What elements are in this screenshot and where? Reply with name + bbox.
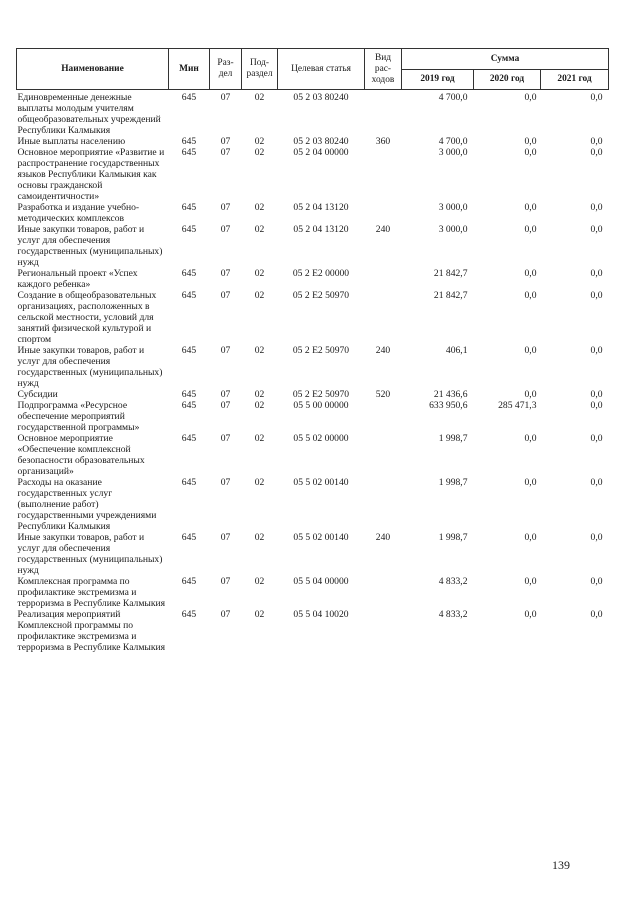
cell-min: 645 [181, 136, 197, 147]
cell-vid [365, 290, 402, 345]
cell-2021: 0,0 [590, 433, 603, 444]
cell-podrazdel: 02 [254, 477, 265, 488]
cell-2021: 0,0 [590, 477, 603, 488]
cell-2019: 4 700,0 [438, 92, 468, 103]
table-row [17, 576, 609, 609]
cell-razdel: 07 [220, 433, 231, 444]
cell-min: 645 [181, 92, 197, 103]
cell-celevaya: 05 5 04 00000 [293, 576, 349, 587]
cell-2020: 0,0 [524, 290, 537, 301]
cell-2019: 3 000,0 [438, 224, 468, 235]
cell-min: 645 [181, 532, 197, 543]
header-celevaya: Целевая статья [278, 49, 365, 90]
table-row [17, 345, 609, 389]
cell-razdel: 07 [220, 147, 231, 158]
cell-celevaya: 05 2 03 80240 [293, 136, 349, 147]
cell-celevaya: 05 2 04 00000 [293, 147, 349, 158]
cell-celevaya: 05 5 04 10020 [293, 609, 349, 620]
cell-razdel: 07 [220, 224, 231, 235]
table-row [17, 147, 609, 202]
cell-2019: 3 000,0 [438, 202, 468, 213]
cell-2021: 0,0 [590, 389, 603, 400]
cell-vid: 520 [375, 389, 391, 400]
cell-2020: 0,0 [524, 147, 537, 158]
table-row [17, 136, 609, 147]
cell-min: 645 [181, 147, 197, 158]
cell-min: 645 [181, 268, 197, 279]
cell-name: Разработка и издание учебно-методических комплексов [17, 202, 140, 224]
cell-podrazdel: 02 [254, 389, 265, 400]
cell-vid [365, 609, 402, 653]
cell-vid [365, 400, 402, 433]
cell-2020: 0,0 [524, 136, 537, 147]
cell-2021: 0,0 [590, 136, 603, 147]
cell-name: Основное мероприятие «Развитие и распространение государственных языков Республики Калмыкия как основы гражданской самоидентичности» [17, 147, 165, 202]
header-podrazdel: Под-раздел [242, 49, 278, 90]
cell-celevaya: 05 2 03 80240 [293, 92, 349, 103]
cell-name: Единовременные денежные выплаты молодым учителям общеобразовательных учреждений Республики Калмыкия [17, 92, 161, 136]
cell-name: Основное мероприятие «Обеспечение комплексной безопасности образовательных организаций» [17, 433, 145, 477]
cell-min: 645 [181, 224, 197, 235]
cell-2020: 0,0 [524, 532, 537, 543]
cell-vid [365, 147, 402, 202]
header-year-2021: 2021 год [541, 70, 609, 90]
cell-2021: 0,0 [590, 576, 603, 587]
cell-podrazdel: 02 [254, 290, 265, 301]
cell-2020: 0,0 [524, 202, 537, 213]
cell-razdel: 07 [220, 345, 231, 356]
cell-celevaya: 05 2 E2 50970 [292, 290, 350, 301]
cell-2020: 0,0 [524, 389, 537, 400]
cell-2019: 3 000,0 [438, 147, 468, 158]
cell-podrazdel: 02 [254, 202, 265, 213]
cell-vid [365, 433, 402, 477]
cell-name: Субсидии [17, 389, 58, 400]
cell-podrazdel: 02 [254, 224, 265, 235]
table-row [17, 477, 609, 532]
header-name: Наименование [17, 49, 169, 90]
cell-2020: 0,0 [524, 433, 537, 444]
table-row [17, 90, 609, 137]
cell-vid [365, 202, 402, 224]
table-row [17, 290, 609, 345]
cell-2020: 0,0 [524, 92, 537, 103]
cell-2020: 0,0 [524, 268, 537, 279]
cell-podrazdel: 02 [254, 147, 265, 158]
cell-2019: 21 842,7 [433, 268, 468, 279]
cell-name: Иные закупки товаров, работ и услуг для обеспечения государственных (муниципальных) нужд [17, 224, 163, 268]
cell-2019: 633 950,6 [429, 400, 468, 411]
table-row [17, 202, 609, 224]
cell-name: Реализация мероприятий Комплексной программы по профилактике экстремизма и терроризма в Республике Калмыкия [17, 609, 166, 653]
cell-min: 645 [181, 576, 197, 587]
budget-table [16, 48, 609, 653]
cell-celevaya: 05 2 E2 50970 [292, 389, 350, 400]
cell-2019: 4 833,2 [438, 576, 468, 587]
cell-2019: 406,1 [445, 345, 468, 356]
cell-vid: 240 [375, 224, 391, 235]
cell-razdel: 07 [220, 532, 231, 543]
table-row [17, 268, 609, 290]
cell-vid: 240 [375, 532, 391, 543]
cell-podrazdel: 02 [254, 92, 265, 103]
cell-2021: 0,0 [590, 345, 603, 356]
table-row [17, 532, 609, 576]
cell-min: 645 [181, 433, 197, 444]
cell-2019: 21 436,6 [433, 389, 468, 400]
cell-razdel: 07 [220, 609, 231, 620]
cell-celevaya: 05 2 E2 00000 [292, 268, 350, 279]
cell-razdel: 07 [220, 576, 231, 587]
cell-2021: 0,0 [590, 290, 603, 301]
header-year-2019: 2019 год [402, 70, 474, 90]
cell-podrazdel: 02 [254, 345, 265, 356]
cell-2021: 0,0 [590, 202, 603, 213]
cell-min: 645 [181, 290, 197, 301]
cell-celevaya: 05 2 04 13120 [293, 224, 349, 235]
cell-vid [365, 90, 402, 137]
cell-celevaya: 05 5 02 00140 [293, 532, 349, 543]
cell-name: Региональный проект «Успех каждого ребенка» [17, 268, 138, 290]
cell-name: Комплексная программа по профилактике экстремизма и терроризма в Республике Калмыкия [17, 576, 166, 609]
cell-name: Иные выплаты населению [17, 136, 126, 147]
cell-name: Подпрограмма «Ресурсное обеспечение мероприятий государственной программы» [17, 400, 140, 433]
cell-vid: 360 [375, 136, 391, 147]
cell-podrazdel: 02 [254, 532, 265, 543]
cell-podrazdel: 02 [254, 576, 265, 587]
cell-celevaya: 05 5 02 00140 [293, 477, 349, 488]
cell-2020: 0,0 [524, 224, 537, 235]
cell-2021: 0,0 [590, 268, 603, 279]
cell-name: Расходы на оказание государственных услуг (выполнение работ) государственными учреждениями Республики Калмыкия [17, 477, 157, 532]
cell-min: 645 [181, 202, 197, 213]
table-row [17, 433, 609, 477]
cell-min: 645 [181, 345, 197, 356]
header-razdel: Раз-дел [210, 49, 242, 90]
cell-celevaya: 05 5 00 00000 [293, 400, 349, 411]
cell-podrazdel: 02 [254, 268, 265, 279]
cell-podrazdel: 02 [254, 609, 265, 620]
header-min: Мин [169, 49, 210, 90]
header-summa: Сумма [402, 49, 609, 70]
cell-2019: 1 998,7 [438, 532, 468, 543]
cell-name: Создание в общеобразовательных организациях, расположенных в сельской местности, условий для занятий физической культурой и спортом [17, 290, 157, 345]
cell-2021: 0,0 [590, 147, 603, 158]
cell-celevaya: 05 2 04 13120 [293, 202, 349, 213]
table-row [17, 400, 609, 433]
table-row [17, 609, 609, 653]
cell-2021: 0,0 [590, 609, 603, 620]
cell-2020: 0,0 [524, 345, 537, 356]
cell-2019: 21 842,7 [433, 290, 468, 301]
cell-razdel: 07 [220, 389, 231, 400]
table-header [17, 49, 609, 90]
cell-2020: 0,0 [524, 609, 537, 620]
table-body [17, 90, 609, 654]
cell-name: Иные закупки товаров, работ и услуг для обеспечения государственных (муниципальных) нужд [17, 532, 163, 576]
cell-2021: 0,0 [590, 532, 603, 543]
table-row [17, 389, 609, 400]
cell-2021: 0,0 [590, 400, 603, 411]
cell-razdel: 07 [220, 202, 231, 213]
cell-vid [365, 477, 402, 532]
cell-celevaya: 05 5 02 00000 [293, 433, 349, 444]
cell-2020: 285 471,3 [498, 400, 537, 411]
cell-podrazdel: 02 [254, 136, 265, 147]
cell-razdel: 07 [220, 477, 231, 488]
cell-razdel: 07 [220, 268, 231, 279]
cell-2021: 0,0 [590, 224, 603, 235]
table-row [17, 224, 609, 268]
cell-vid [365, 268, 402, 290]
cell-2019: 4 833,2 [438, 609, 468, 620]
header-vid: Вид рас-ходов [365, 49, 402, 90]
cell-razdel: 07 [220, 290, 231, 301]
cell-min: 645 [181, 609, 197, 620]
header-year-2020: 2020 год [474, 70, 541, 90]
cell-min: 645 [181, 389, 197, 400]
cell-name: Иные закупки товаров, работ и услуг для обеспечения государственных (муниципальных) нужд [17, 345, 163, 389]
cell-razdel: 07 [220, 92, 231, 103]
cell-2020: 0,0 [524, 576, 537, 587]
cell-min: 645 [181, 400, 197, 411]
cell-razdel: 07 [220, 136, 231, 147]
cell-min: 645 [181, 477, 197, 488]
cell-vid [365, 576, 402, 609]
cell-2020: 0,0 [524, 477, 537, 488]
cell-2019: 4 700,0 [438, 136, 468, 147]
cell-podrazdel: 02 [254, 433, 265, 444]
page-number: 139 [552, 858, 570, 872]
cell-2019: 1 998,7 [438, 433, 468, 444]
cell-2021: 0,0 [590, 92, 603, 103]
cell-2019: 1 998,7 [438, 477, 468, 488]
cell-podrazdel: 02 [254, 400, 265, 411]
cell-razdel: 07 [220, 400, 231, 411]
cell-vid: 240 [375, 345, 391, 356]
cell-celevaya: 05 2 E2 50970 [292, 345, 350, 356]
